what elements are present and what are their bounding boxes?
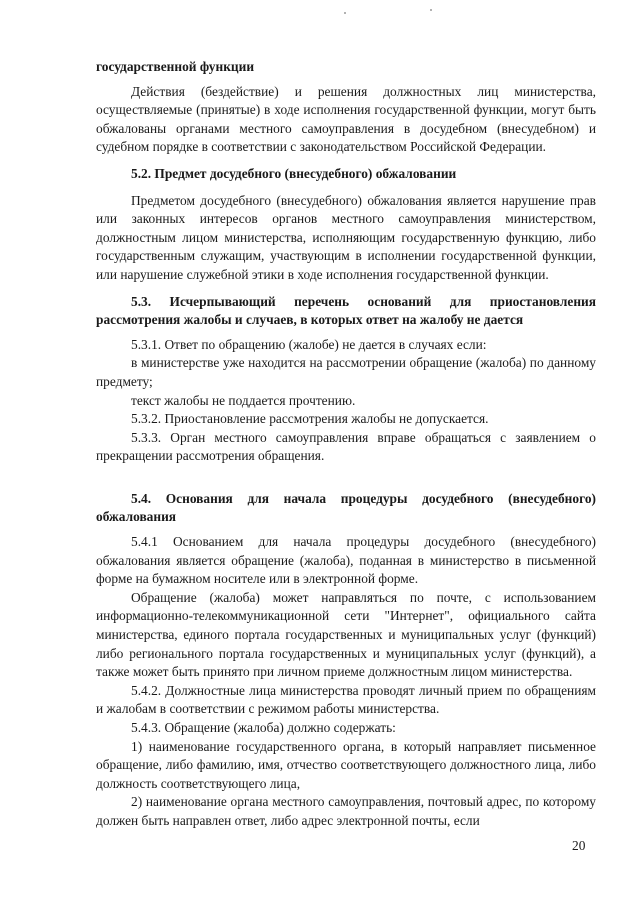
paragraph-5-3-1: 5.3.1. Ответ по обращению (жалобе) не дается в случаях если:	[131, 336, 487, 352]
paragraph-5-4-3-item-2: 2) наименование органа местного самоуправления, почтовый адрес, по которому должен быть направлен ответ, либо адрес электронной почты, если	[96, 794, 596, 828]
paragraph-5-4-1-channels: Обращение (жалоба) может направляться по почте, с использованием информационно-телекоммуникационной сети "Интернет", официального сайта министерства, единого портала государственных и муниципальных услуг (функций) либо регионального портала государственных и муниципальных услуг (функций), а также может быть принято при личном приеме должностным лицом министерства.	[96, 589, 596, 680]
continuation-heading: государственной функции	[96, 59, 255, 74]
paragraph-5-3-3: 5.3.3. Орган местного самоуправления вправе обращаться с заявлением о прекращении рассмотрения обращения.	[96, 429, 596, 464]
heading-5-4: 5.4. Основания для начала процедуры досудебного (внесудебного) обжалования	[96, 490, 596, 525]
paragraph-5-3-1-b: текст жалобы не поддается прочтению.	[131, 392, 356, 408]
paragraph-5-3-1-a: в министерстве уже находится на рассмотрении обращение (жалоба) по данному предмету;	[96, 355, 596, 389]
scan-speck	[430, 9, 432, 11]
scan-speck	[344, 12, 346, 14]
heading-5-3: 5.3. Исчерпывающий перечень оснований для приостановления рассмотрения жалобы и случаев, в которых ответ на жалобу не дается	[96, 293, 596, 328]
document-page	[96, 58, 596, 831]
page-number: 20	[572, 838, 586, 853]
paragraph-5-4-1: 5.4.1 Основанием для начала процедуры досудебного (внесудебного) обжалования является обращение (жалоба), поданная в министерство в письменной форме на бумажном носителе или в электронной форме.	[96, 534, 596, 587]
paragraph-5-2: Предметом досудебного (внесудебного) обжалования является нарушение прав или законных интересов органов местного самоуправления министерством, должностным лицом министерства, исполняющим государственную функцию, либо государственным служащим, участвующим в исполнении государственной функции, или нарушение служебной этики в ходе исполнения государственной функции.	[96, 192, 596, 282]
paragraph-5-3-2: 5.3.2. Приостановление рассмотрения жалобы не допускается.	[131, 411, 489, 427]
paragraph-5-4-3-item-1: 1) наименование государственного органа, в который направляет письменное обращение, либо фамилию, имя, отчество соответствующего должностного лица, либо должность соответствующего лица,	[96, 738, 596, 791]
paragraph-5-1: Действия (бездействие) и решения должностных лиц министерства, осуществляемые (принятые) в ходе исполнения государственной функции, могут быть обжалованы органами местного самоуправления в досудебном (внесудебном) и судебном порядке в соответствии с законодательством Российской Федерации.	[96, 83, 596, 155]
paragraph-5-4-3: 5.4.3. Обращение (жалоба) должно содержать:	[131, 720, 396, 735]
paragraph-5-4-2: 5.4.2. Должностные лица министерства проводят личный прием по обращениям и жалобам в соответствии с режимом работы министерства.	[96, 682, 596, 717]
heading-5-2: 5.2. Предмет досудебного (внесудебного) обжаловании	[131, 165, 457, 181]
